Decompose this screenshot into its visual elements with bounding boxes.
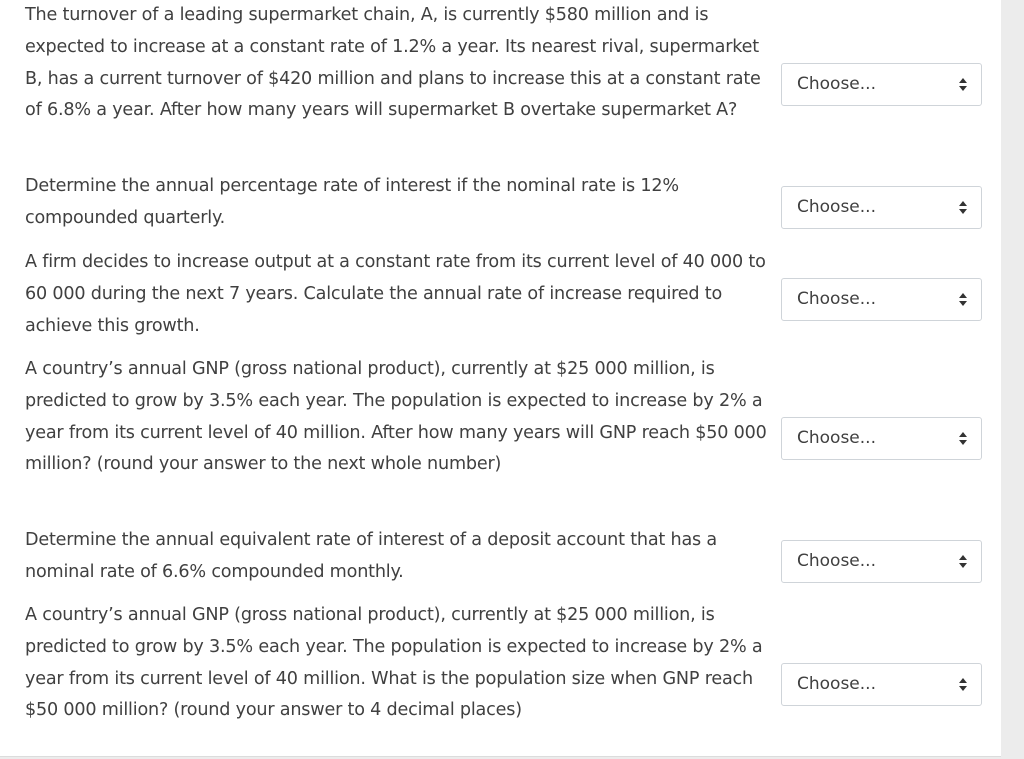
answer-select-4[interactable] — [781, 417, 982, 460]
answer-select-6-value: Choose... — [797, 674, 876, 694]
select-updown-icon — [959, 555, 967, 568]
answer-select-3-value: Choose... — [797, 289, 876, 309]
question-text-2: Determine the annual percentage rate of interest if the nominal rate is 12% compounded quarterly. — [25, 176, 679, 228]
question-text-4: A country’s annual GNP (gross national product), currently at $25 000 million, is predicted to grow by 3.5% each year. The population is expected to increase by 2% a year from its current level of 40 million. After how many years will GNP reach $50 000 million? (round your answer to the next whole number) — [25, 359, 767, 475]
answer-select-5-value: Choose... — [797, 551, 876, 571]
answer-select-5[interactable] — [781, 540, 982, 583]
answer-select-1-value: Choose... — [797, 74, 876, 94]
answer-select-3[interactable] — [781, 278, 982, 321]
answer-select-1[interactable] — [781, 63, 982, 106]
select-updown-icon — [959, 78, 967, 91]
answer-select-6[interactable] — [781, 663, 982, 706]
answer-select-4-value: Choose... — [797, 428, 876, 448]
select-updown-icon — [959, 201, 967, 214]
question-text-6: A country’s annual GNP (gross national product), currently at $25 000 million, is predicted to grow by 3.5% each year. The population is expected to increase by 2% a year from its current level of 40 million. What is the population size when GNP reach $50 000 million? (round your answer to 4 decimal places) — [25, 605, 763, 721]
select-updown-icon — [959, 432, 967, 445]
answer-select-2[interactable] — [781, 186, 982, 229]
question-text-5: Determine the annual equivalent rate of interest of a deposit account that has a nominal rate of 6.6% compounded monthly. — [25, 530, 717, 582]
question-text-3: A firm decides to increase output at a constant rate from its current level of 40 000 to 60 000 during the next 7 years. Calculate the annual rate of increase required to achieve this growth. — [25, 252, 766, 336]
select-updown-icon — [959, 678, 967, 691]
question-text-1: The turnover of a leading supermarket chain, A, is currently $580 million and is expected to increase at a constant rate of 1.2% a year. Its nearest rival, supermarket B, has a current turnover of $420 million and plans to increase this at a constant rate of 6.8% a year. After how many years will supermarket B overtake supermarket A? — [25, 5, 761, 121]
answer-select-2-value: Choose... — [797, 197, 876, 217]
select-updown-icon — [959, 293, 967, 306]
